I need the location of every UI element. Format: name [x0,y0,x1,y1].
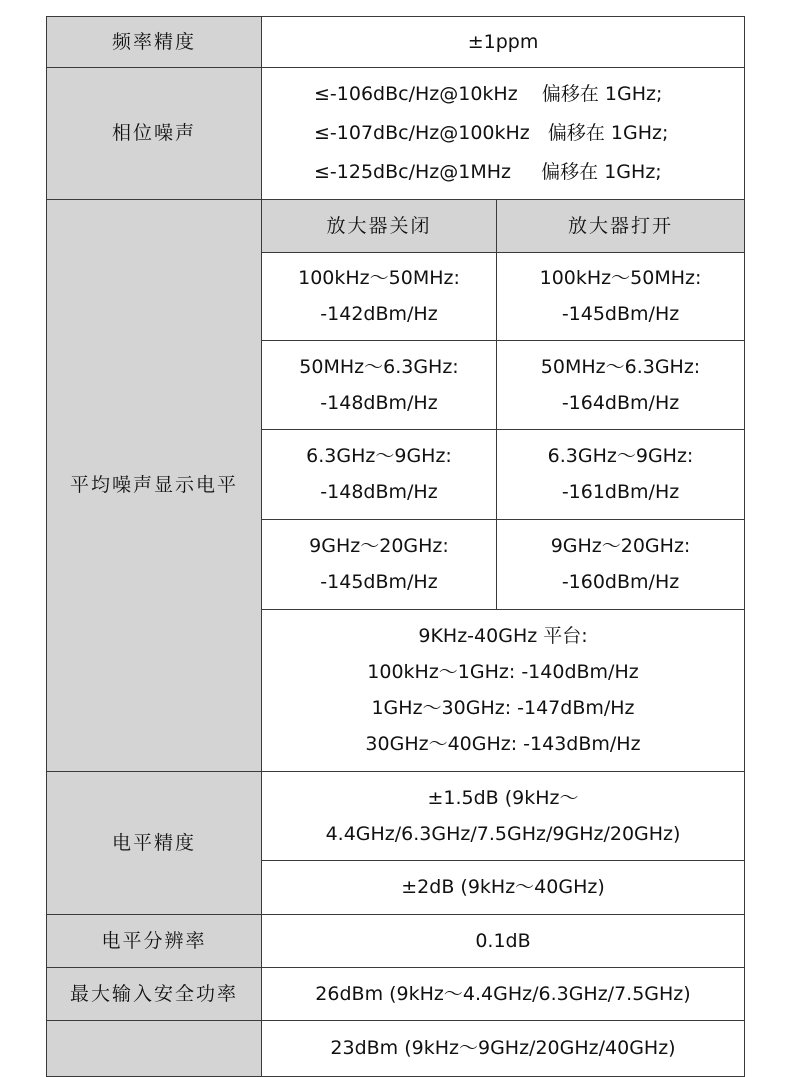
max-input-value: 26dBm (9kHz～4.4GHz/6.3GHz/7.5GHz) [262,968,745,1021]
range-text: 6.3GHz～9GHz: [306,445,452,467]
freq-accuracy-value: ±1ppm [262,17,745,68]
row-max-input-2 [47,1021,745,1077]
range-text: 9GHz～20GHz: [550,535,691,557]
row-danl-header [47,200,745,253]
range-text: 9GHz～20GHz: [309,535,449,557]
phase-noise-line: ≤-125dBc/Hz@1MHz 偏移在 1GHz; [314,161,662,183]
level-resolution-value: 0.1dB [262,915,745,968]
row-level-accuracy [47,772,745,861]
danl-off-cell [262,520,497,610]
amp-on-header: 放大器打开 [497,200,745,253]
row-max-input [47,968,745,1021]
danl-on-cell [497,253,745,341]
danl-off-cell [262,253,497,341]
level-accuracy-label: 电平精度 [47,772,262,915]
range-text: 50MHz～6.3GHz: [540,355,701,378]
level-text: -148dBm/Hz [320,481,438,503]
danl-off-cell [262,341,497,430]
danl-label: 平均噪声显示电平 [47,200,262,772]
range-text: 6.3GHz～9GHz: [547,445,694,467]
max-input-label: 最大输入安全功率 [47,968,262,1021]
level-accuracy-cell-2: ±2dB (9kHz～40GHz) [262,861,745,915]
platform-line: 1GHz～30GHz: -147dBm/Hz [371,697,635,719]
row-freq-accuracy [47,17,745,68]
level-text: -145dBm/Hz [320,571,438,593]
level-text: -145dBm/Hz [561,303,680,325]
level-text: -142dBm/Hz [320,303,438,325]
freq-accuracy-label: 频率精度 [47,17,262,68]
range-text: 100kHz～50MHz: [298,267,460,289]
danl-platform-cell [262,610,745,772]
amp-off-header: 放大器关闭 [262,200,497,253]
max-input-label-continued [47,1021,262,1077]
level-text: -148dBm/Hz [320,391,438,414]
max-input-value-2: 23dBm (9kHz～9GHz/20GHz/40GHz) [262,1021,745,1077]
platform-line: 30GHz～40GHz: -143dBm/Hz [365,733,641,755]
range-text: 50MHz～6.3GHz: [299,355,459,378]
phase-noise-line: ≤-106dBc/Hz@10kHz 偏移在 1GHz; [314,83,663,105]
danl-on-cell [497,520,745,610]
danl-on-cell [497,341,745,430]
danl-on-cell [497,430,745,520]
level-accuracy-cell [262,772,745,861]
danl-off-cell [262,430,497,520]
phase-noise-line: ≤-107dBc/Hz@100kHz 偏移在 1GHz; [314,122,669,144]
level-accuracy-line: ±1.5dB (9kHz～ [427,786,579,809]
level-accuracy-line: 4.4GHz/6.3GHz/7.5GHz/9GHz/20GHz) [325,822,681,845]
phase-noise-values [262,68,745,200]
level-text: -161dBm/Hz [561,481,680,503]
platform-line: 100kHz～1GHz: -140dBm/Hz [367,661,639,683]
platform-title: 9KHz-40GHz 平台: [418,625,588,647]
range-text: 100kHz～50MHz: [539,267,702,289]
level-resolution-label: 电平分辨率 [47,915,262,968]
spec-table [46,16,745,1077]
level-text: -164dBm/Hz [561,391,680,414]
row-phase-noise [47,68,745,200]
phase-noise-label: 相位噪声 [47,68,262,200]
level-text: -160dBm/Hz [561,571,680,593]
row-level-resolution [47,915,745,968]
